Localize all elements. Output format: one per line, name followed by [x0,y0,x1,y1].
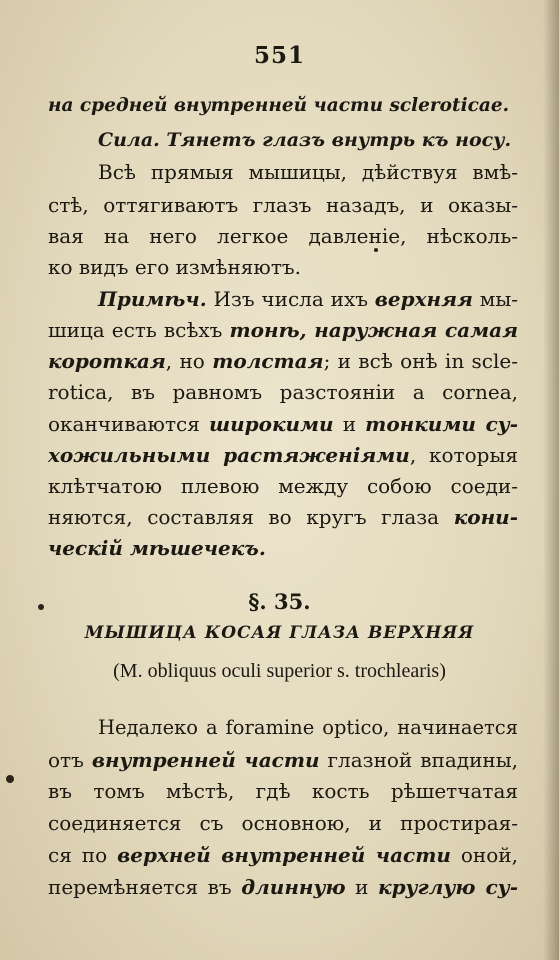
text-span: и [342,412,357,436]
ink-speck [374,248,378,252]
note-line: rotica, въ равномъ разстояніи а cornea, [48,380,518,404]
text-span: тонкими су- [365,412,519,436]
text-span: отъ [48,748,84,772]
text-span: растяженіями [223,443,410,467]
note-line: ческій мѣшечекъ. [48,536,266,560]
text-span: тонѣ, наружная самая [229,318,518,342]
text-span: верхняя [374,287,473,311]
text-span: короткая [48,349,166,373]
text-span: ; и всѣ онѣ in scle- [323,349,519,373]
text-line: на средней внутренней части scleroticae. [48,95,510,116]
text-span: хожильными [48,443,211,467]
ink-speck [6,775,14,783]
text-span: круглую су- [378,875,519,899]
text-span: ся по [48,843,108,867]
text-span: внутренней части [91,748,320,772]
text-span: широкими [208,412,334,436]
text-span: шица есть всѣхъ [48,318,223,342]
note-line [48,316,518,344]
note-line [98,285,518,313]
section-number: §. 35. [248,589,311,614]
text-span: перемѣняется въ [48,875,232,899]
text-span: , но [165,349,205,373]
text-line: стѣ, оттягиваютъ глазъ назадъ, и оказы- [48,193,518,217]
text-span: , которыя [409,443,519,467]
note-label: Примѣч. [98,287,207,311]
text-span: оной, [460,843,518,867]
page-edge-shadow [543,0,559,960]
text-span: и [355,875,369,899]
section-title: МЫШИЦА КОСАЯ ГЛАЗА ВЕРХНЯЯ [84,623,475,643]
text-line: въ томъ мѣстѣ, гдѣ кость рѣшетчатая [48,779,518,803]
text-line [48,873,518,901]
text-span: Изъ числа ихъ [213,287,368,311]
text-span: кони- [453,505,518,529]
text-span: верхней внутренней части [117,843,451,867]
text-line: ко видъ его измѣняютъ. [48,255,301,279]
note-line [48,441,518,469]
text-span: толстая [212,349,324,373]
text-span: глазной впадины, [327,748,519,772]
text-span: няются, составляя во кругъ глаза [48,505,440,529]
text-line: Недалеко а foramine optico, начинается [98,716,518,739]
text-line: Сила. Тянетъ глазъ внутрь къ носу. [98,129,512,151]
text-line [48,841,518,869]
note-line [48,410,518,438]
note-line: клѣтчатою плевою между собою соеди- [48,474,518,498]
note-line [48,347,518,375]
text-span: длинную [241,875,346,899]
page-number: 551 [253,42,305,69]
ink-speck [38,604,44,610]
text-line [48,746,518,774]
text-span: мы- [479,287,519,311]
note-line [48,503,518,531]
text-line: Всѣ прямыя мышицы, дѣйствуя вмѣ- [98,160,518,184]
latin-subtitle: (M. obliquus oculi superior s. trochlearis) [113,660,446,682]
text-line: вая на него легкое давленіе, нѣсколь- [48,224,518,248]
text-span: оканчиваются [48,412,200,436]
text-line: соединяется съ основною, и простирая- [48,811,518,835]
